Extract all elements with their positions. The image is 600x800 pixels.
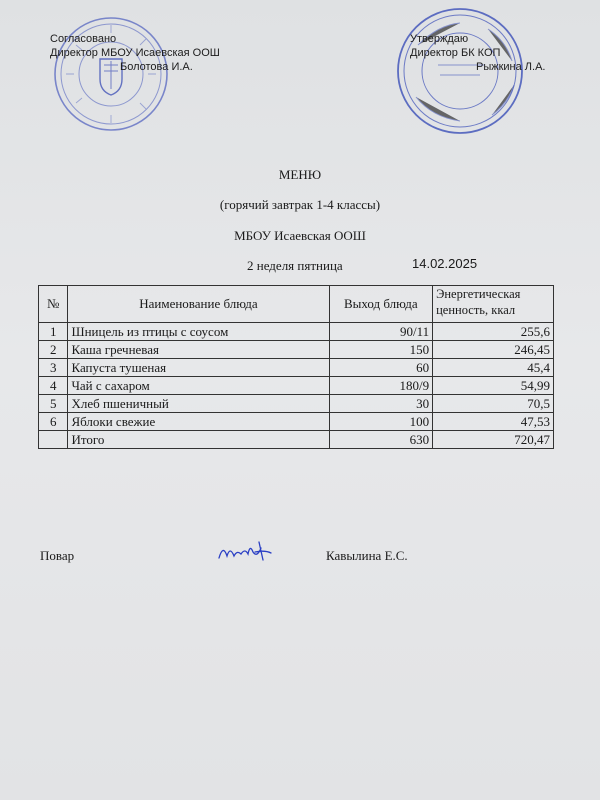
table-row xyxy=(39,413,554,431)
menu-table xyxy=(38,285,554,449)
row-kcal: 255,6 xyxy=(433,323,554,341)
row-dish: Чай с сахаром xyxy=(68,377,329,395)
row-kcal: 47,53 xyxy=(433,413,554,431)
approval-agreed-block xyxy=(50,32,220,74)
school-name: МБОУ Исаевская ООШ xyxy=(234,228,366,243)
row-yield: 30 xyxy=(329,395,433,413)
total-kcal: 720,47 xyxy=(433,431,554,449)
row-num: 4 xyxy=(39,377,68,395)
total-num xyxy=(39,431,68,449)
header-num: № xyxy=(39,286,68,323)
agreed-position: Директор МБОУ Исаевская ООШ xyxy=(50,47,220,59)
week-day-label: 2 неделя пятница xyxy=(247,258,343,273)
document-subtitle: (горячий завтрак 1-4 классы) xyxy=(219,197,381,212)
row-yield: 180/9 xyxy=(329,377,433,395)
header-energy: Энергетическая ценность, ккал xyxy=(433,286,554,323)
row-num: 1 xyxy=(39,323,68,341)
table-row xyxy=(39,341,554,359)
approved-position: Директор БК КОП xyxy=(410,47,501,59)
agreed-label: Согласовано xyxy=(50,33,117,45)
approval-approved-block xyxy=(410,32,545,74)
row-num: 6 xyxy=(39,413,68,431)
cook-name: Кавылина Е.С. xyxy=(326,548,408,563)
row-yield: 150 xyxy=(329,341,433,359)
row-yield: 60 xyxy=(329,359,433,377)
row-kcal: 45,4 xyxy=(433,359,554,377)
row-num: 3 xyxy=(39,359,68,377)
total-yield: 630 xyxy=(329,431,433,449)
row-kcal: 54,99 xyxy=(433,377,554,395)
row-dish: Капуста тушеная xyxy=(68,359,329,377)
menu-date: 14.02.2025 xyxy=(412,256,478,271)
table-header-row xyxy=(39,286,554,323)
agreed-name: Болотова И.А. xyxy=(120,61,193,73)
table-row xyxy=(39,323,554,341)
total-label: Итого xyxy=(68,431,329,449)
row-dish: Каша гречневая xyxy=(68,341,329,359)
row-num: 2 xyxy=(39,341,68,359)
row-dish: Хлеб пшеничный xyxy=(68,395,329,413)
row-num: 5 xyxy=(39,395,68,413)
table-row xyxy=(39,395,554,413)
row-kcal: 246,45 xyxy=(433,341,554,359)
row-kcal: 70,5 xyxy=(433,395,554,413)
row-dish: Яблоки свежие xyxy=(68,413,329,431)
table-total-row xyxy=(39,431,554,449)
row-dish: Шницель из птицы с соусом xyxy=(68,323,329,341)
table-row xyxy=(39,377,554,395)
row-yield: 90/11 xyxy=(329,323,433,341)
table-row xyxy=(39,359,554,377)
header-dish-name: Наименование блюда xyxy=(68,286,329,323)
approved-name: Рыжкина Л.А. xyxy=(476,61,546,73)
cook-role: Повар xyxy=(40,548,75,563)
approved-label: Утверждаю xyxy=(410,33,469,45)
row-yield: 100 xyxy=(329,413,433,431)
document-title: МЕНЮ xyxy=(278,167,322,182)
header-yield: Выход блюда xyxy=(329,286,433,323)
cook-signature xyxy=(215,538,275,564)
